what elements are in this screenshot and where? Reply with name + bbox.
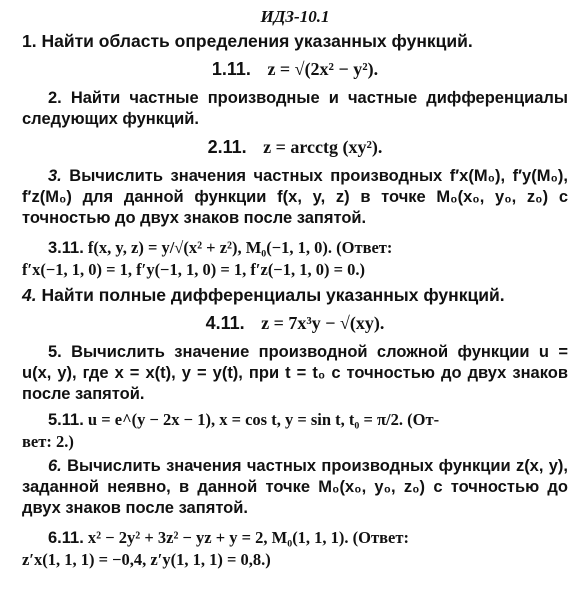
task-2-formula [22,134,568,160]
task-4-formula-expression: z = 7x³y − √(xy). [261,313,385,333]
task-5-paragraph [22,342,568,405]
task-2-formula-number: 2.11. [207,137,247,157]
task-6-text: Вычислить значения частных производных функции z(x, y), заданной неявно, в данной точке M₀(x₀, y₀, z₀) с точностью до двух знаков после запятой. [22,457,568,517]
task-5-answer-line: вет: 2.) [22,432,74,451]
task-5-variant-line-1: u = e^(y − 2x − 1), x = cos t, y = sin t, t₀ = π/2. (От- [87,410,440,429]
task-3-text: Вычислить значения частных производных f′x(M₀), f′y(M₀), f′z(M₀) для данной функции f(x, y, z) в точке M₀(x₀, y₀, z₀) с точностью до двух знаков после запятой. [22,167,568,227]
task-3-variant-number: 3.11. [48,239,84,257]
task-3-paragraph [22,166,568,229]
task-4-formula-number: 4.11. [205,313,245,333]
task-3-number: 3. [48,167,62,185]
task-1-heading [22,30,568,52]
task-6-paragraph [22,456,568,519]
task-4-heading [22,284,568,306]
task-5-variant [22,409,568,431]
task-6-variant-number: 6.11. [48,529,84,547]
task-1-text: Найти область определения указанных функций. [41,31,473,51]
task-6-variant [22,527,568,549]
task-2-text: Найти частные производные и частные дифференциалы следующих функций. [22,89,568,128]
task-2-formula-expression: z = arcctg (xy²). [263,137,383,157]
task-3-answer-line: f′x(−1, 1, 0) = 1, f′y(−1, 1, 0) = 1, f′z(−1, 1, 0) = 0.) [22,260,365,279]
task-5-number: 5. [48,343,62,361]
task-2-number: 2. [48,89,62,107]
task-2-paragraph [22,88,568,130]
task-5-variant-number: 5.11. [48,411,84,429]
task-6-number: 6. [48,457,62,475]
task-4-number: 4. [22,285,37,305]
task-4-formula [22,310,568,336]
task-1-number: 1. [22,31,37,51]
task-1-formula-expression: z = √(2x² − y²). [267,59,379,79]
task-5-text: Вычислить значение производной сложной функции u = u(x, y), где x = x(t), y = y(t), при t = t₀ с точностью до двух знаков после запятой. [22,343,568,403]
task-4-text: Найти полные дифференциалы указанных функций. [41,285,505,305]
task-3-variant [22,237,568,259]
task-1-formula-number: 1.11. [211,59,251,79]
task-6-answer-line: z′x(1, 1, 1) = −0,4, z′y(1, 1, 1) = 0,8.) [22,550,271,569]
page-title: ИДЗ-10.1 [260,7,330,26]
task-3-variant-line-1: f(x, y, z) = y/√(x² + z²), M₀(−1, 1, 0). (Ответ: [87,238,393,257]
task-6-variant-line-1: x² − 2y² + 3z² − yz + y = 2, M₀(1, 1, 1). (Ответ: [87,528,409,547]
task-1-formula [22,56,568,82]
